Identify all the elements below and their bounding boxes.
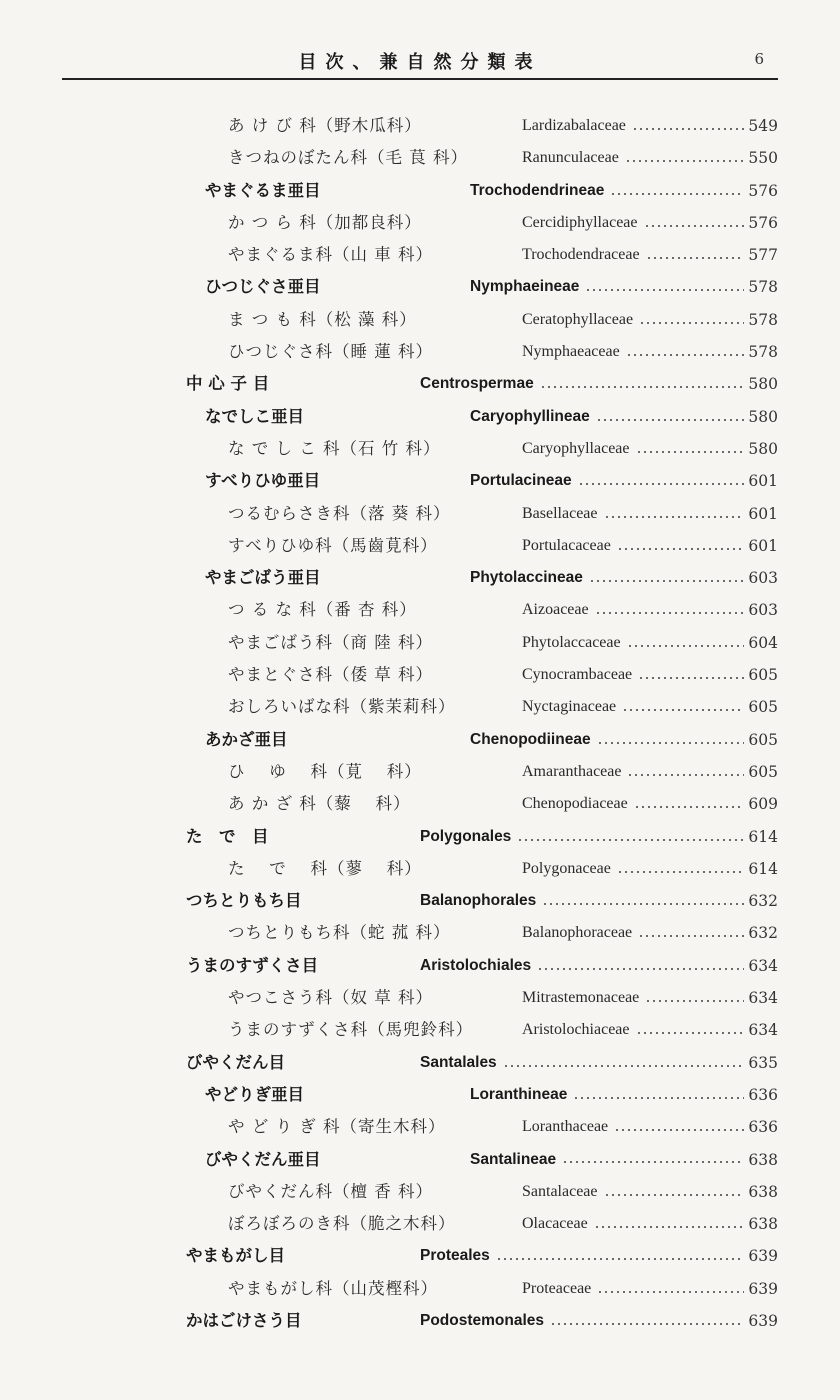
leader-dots	[636, 433, 744, 465]
toc-entry-family	[0, 336, 840, 368]
toc-entry-family	[0, 239, 840, 271]
latin-name: Ceratophyllaceae	[522, 310, 634, 328]
toc-entry-family	[0, 304, 840, 336]
page-ref: 603	[748, 569, 778, 588]
latin-name: Phytolaccaceae	[522, 633, 621, 651]
japanese-name: びやくだん亜目	[205, 1149, 321, 1169]
toc-entry-order	[0, 1240, 840, 1272]
latin-name: Loranthaceae	[522, 1118, 609, 1136]
leader-dots	[573, 1079, 744, 1111]
toc-entry-suborder	[0, 175, 840, 207]
leader-dots	[597, 724, 744, 756]
japanese-name: すべりひゆ科（馬齒莧科）	[228, 535, 438, 555]
leader-dots	[644, 207, 744, 239]
latin-name: Nyctaginaceae	[522, 698, 617, 716]
japanese-name: やつこさう科（奴 草 科）	[228, 988, 433, 1008]
japanese-name: つちとりもち目	[186, 891, 302, 911]
toc-entry-family	[0, 1014, 840, 1046]
page-ref: 605	[748, 762, 778, 781]
japanese-name: ひつじぐさ科（睡 蓮 科）	[228, 342, 433, 362]
japanese-name: おしろいばな科（紫茉莉科）	[228, 697, 456, 717]
leader-dots	[589, 562, 744, 594]
japanese-name: うまのすずくさ目	[186, 955, 319, 975]
japanese-name: 中 心 子 目	[186, 374, 270, 394]
japanese-name: ひ ゆ 科（莧 科）	[228, 761, 422, 781]
page-ref: 635	[748, 1053, 778, 1072]
toc-entry-order	[0, 821, 840, 853]
toc-entry-family	[0, 594, 840, 626]
leader-dots	[542, 885, 744, 917]
japanese-name: あかざ亜目	[205, 729, 288, 749]
leader-dots	[596, 401, 744, 433]
latin-name: Balanophoraceae	[522, 924, 633, 942]
latin-name: Portulacaceae	[522, 536, 611, 554]
latin-name: Olacaceae	[522, 1215, 588, 1233]
leader-dots	[594, 1208, 744, 1240]
latin-name: Nymphaeineae	[470, 278, 580, 296]
japanese-name: あ か ざ 科（藜 科）	[228, 794, 411, 814]
page-ref: 578	[748, 278, 778, 297]
leader-dots	[646, 239, 744, 271]
page-ref: 580	[748, 375, 778, 394]
japanese-name: つちとりもち科（蛇 菰 科）	[228, 923, 451, 943]
page-ref: 638	[748, 1182, 778, 1201]
toc-entry-family	[0, 433, 840, 465]
japanese-name: なでしこ亜目	[205, 406, 304, 426]
toc-entry-order	[0, 368, 840, 400]
page-ref: 603	[748, 601, 778, 620]
toc-entry-family	[0, 1208, 840, 1240]
japanese-name: うまのすずくさ科（馬兜鈴科）	[228, 1020, 474, 1040]
toc-entry-family	[0, 1273, 840, 1305]
page-title: 目次、兼自然分類表	[298, 52, 542, 73]
japanese-name: かはごけさう目	[186, 1310, 302, 1330]
japanese-name: た で 科（蓼 科）	[228, 858, 422, 878]
latin-name: Balanophorales	[420, 892, 537, 910]
latin-name: Cercidiphyllaceae	[522, 213, 638, 231]
toc-entry-suborder	[0, 1079, 840, 1111]
toc-entry-order	[0, 950, 840, 982]
latin-name: Aristolochiaceae	[522, 1021, 630, 1039]
page-number: 6	[754, 50, 764, 68]
toc-entry-family	[0, 788, 840, 820]
latin-name: Loranthineae	[470, 1085, 568, 1103]
page-ref: 638	[748, 1150, 778, 1169]
leader-dots	[617, 530, 744, 562]
page-ref: 638	[748, 1215, 778, 1234]
leader-dots	[627, 627, 744, 659]
page-ref: 576	[748, 181, 778, 200]
leader-dots	[537, 950, 744, 982]
latin-name: Ranunculaceae	[522, 149, 619, 167]
latin-name: Lardizabalaceae	[522, 117, 626, 134]
latin-name: Aristolochiales	[420, 956, 532, 974]
latin-name: Mitrastemonaceae	[522, 989, 640, 1007]
latin-name: Aizoaceae	[522, 601, 589, 619]
toc-entry-suborder	[0, 724, 840, 756]
page-ref: 634	[748, 956, 778, 975]
page-ref: 601	[748, 504, 778, 523]
latin-name: Cynocrambaceae	[522, 666, 633, 684]
page-header	[62, 44, 778, 80]
toc-entry-family	[0, 1111, 840, 1143]
leader-dots	[625, 142, 744, 174]
japanese-name: やどりぎ亜目	[205, 1084, 304, 1104]
toc-entry-family	[0, 207, 840, 239]
latin-name: Trochodendrineae	[470, 181, 605, 199]
japanese-name: やまとぐさ科（倭 草 科）	[228, 665, 433, 685]
latin-name: Centrospermae	[420, 375, 534, 393]
toc-entry-family	[0, 853, 840, 885]
leader-dots	[604, 1176, 744, 1208]
leader-dots	[503, 1047, 744, 1079]
leader-dots	[578, 465, 744, 497]
page-ref: 609	[748, 795, 778, 814]
page-ref: 549	[748, 117, 778, 135]
page-ref: 634	[748, 989, 778, 1008]
latin-name: Santalineae	[470, 1150, 557, 1168]
page-ref: 601	[748, 472, 778, 491]
japanese-name: やまぐるま科（山 車 科）	[228, 245, 433, 265]
page-ref: 614	[748, 827, 778, 846]
page-ref: 636	[748, 1085, 778, 1104]
leader-dots	[595, 594, 744, 626]
leader-dots	[622, 691, 744, 723]
leader-dots	[550, 1305, 744, 1337]
toc-entry-family	[0, 110, 840, 142]
leader-dots	[540, 368, 744, 400]
latin-name: Proteaceae	[522, 1279, 592, 1297]
toc-entry-suborder	[0, 562, 840, 594]
leader-dots	[585, 271, 744, 303]
latin-name: Chenopodiineae	[470, 730, 591, 748]
toc-entry-family	[0, 1176, 840, 1208]
leader-dots	[562, 1144, 744, 1176]
japanese-name: きつねのぼたん科（毛 茛 科）	[228, 148, 468, 168]
japanese-name: やまぐるま亜目	[205, 180, 321, 200]
japanese-name: やまもがし科（山茂樫科）	[228, 1278, 438, 1298]
leader-dots	[517, 821, 744, 853]
leader-dots	[639, 304, 744, 336]
page-ref: 634	[748, 1021, 778, 1040]
latin-name: Caryophyllineae	[470, 407, 590, 425]
japanese-name: た で 目	[186, 826, 269, 846]
japanese-name: びやくだん科（檀 香 科）	[228, 1181, 433, 1201]
page-ref: 639	[748, 1311, 778, 1330]
latin-name: Portulacineae	[470, 472, 572, 490]
toc-entry-suborder	[0, 465, 840, 497]
toc-entry-family	[0, 982, 840, 1014]
japanese-name: あ け び 科（野木瓜科）	[228, 116, 422, 135]
latin-name: Caryophyllaceae	[522, 439, 630, 457]
page-ref: 639	[748, 1279, 778, 1298]
latin-name: Phytolaccineae	[470, 569, 583, 587]
japanese-name: ひつじぐさ亜目	[205, 277, 321, 297]
leader-dots	[614, 1111, 744, 1143]
page-ref: 601	[748, 536, 778, 555]
toc-entry-family	[0, 756, 840, 788]
leader-dots	[645, 982, 744, 1014]
latin-name: Basellaceae	[522, 504, 598, 522]
leader-dots	[636, 1014, 744, 1046]
page-ref: 614	[748, 859, 778, 878]
toc-entry-order	[0, 1305, 840, 1337]
toc-entry-family	[0, 530, 840, 562]
toc-entry-suborder	[0, 401, 840, 433]
page-ref: 639	[748, 1247, 778, 1266]
page-ref: 632	[748, 924, 778, 943]
latin-name: Podostemonales	[420, 1311, 545, 1329]
latin-name: Polygonales	[420, 827, 512, 845]
page-ref: 580	[748, 439, 778, 458]
toc-entry-order	[0, 885, 840, 917]
latin-name: Chenopodiaceae	[522, 795, 628, 813]
table-of-contents	[0, 110, 840, 1337]
leader-dots	[626, 336, 744, 368]
leader-dots	[638, 917, 744, 949]
japanese-name: つるむらさき科（落 葵 科）	[228, 503, 451, 523]
leader-dots	[638, 659, 744, 691]
page-ref: 605	[748, 730, 778, 749]
page-ref: 576	[748, 213, 778, 232]
page-ref: 550	[748, 149, 778, 168]
page-ref: 578	[748, 310, 778, 329]
leader-dots	[496, 1240, 744, 1272]
latin-name: Amaranthaceae	[522, 762, 622, 780]
toc-entry-suborder	[0, 1144, 840, 1176]
japanese-name: な で し こ 科（石 竹 科）	[228, 438, 441, 458]
latin-name: Nymphaeaceae	[522, 343, 620, 361]
latin-name: Santalaceae	[522, 1182, 598, 1200]
leader-dots	[597, 1273, 744, 1305]
japanese-name: やまもがし目	[186, 1246, 285, 1266]
page-ref: 605	[748, 698, 778, 717]
japanese-name: すべりひゆ亜目	[205, 471, 321, 491]
japanese-name: やまごばう亜目	[205, 568, 321, 588]
leader-dots	[634, 788, 744, 820]
latin-name: Trochodendraceae	[522, 246, 640, 264]
toc-entry-family	[0, 659, 840, 691]
toc-entry-family	[0, 917, 840, 949]
japanese-name: つ る な 科（番 杏 科）	[228, 600, 417, 620]
latin-name: Proteales	[420, 1247, 490, 1265]
japanese-name: や ど り ぎ 科（寄生木科）	[228, 1117, 446, 1137]
japanese-name: やまごばう科（商 陸 科）	[228, 632, 433, 652]
japanese-name: びやくだん目	[186, 1052, 285, 1072]
latin-name: Santalales	[420, 1053, 497, 1071]
page-ref: 578	[748, 343, 778, 362]
japanese-name: か つ ら 科（加都良科）	[228, 212, 422, 232]
latin-name: Polygonaceae	[522, 859, 611, 877]
leader-dots	[627, 756, 744, 788]
toc-entry-family	[0, 142, 840, 174]
toc-entry-family	[0, 627, 840, 659]
page-ref: 577	[748, 246, 778, 265]
japanese-name: ま つ も 科（松 藻 科）	[228, 309, 417, 329]
page-ref: 605	[748, 666, 778, 685]
toc-entry-family	[0, 691, 840, 723]
toc-entry-family	[0, 498, 840, 530]
leader-dots	[610, 175, 744, 207]
page-ref: 604	[748, 633, 778, 652]
page-ref: 632	[748, 892, 778, 911]
page-ref: 636	[748, 1118, 778, 1137]
toc-entry-suborder	[0, 271, 840, 303]
leader-dots	[604, 498, 744, 530]
page-ref: 580	[748, 407, 778, 426]
japanese-name: ぼろぼろのき科（脆之木科）	[228, 1214, 456, 1234]
leader-dots	[632, 110, 744, 142]
leader-dots	[617, 853, 744, 885]
toc-entry-order	[0, 1047, 840, 1079]
